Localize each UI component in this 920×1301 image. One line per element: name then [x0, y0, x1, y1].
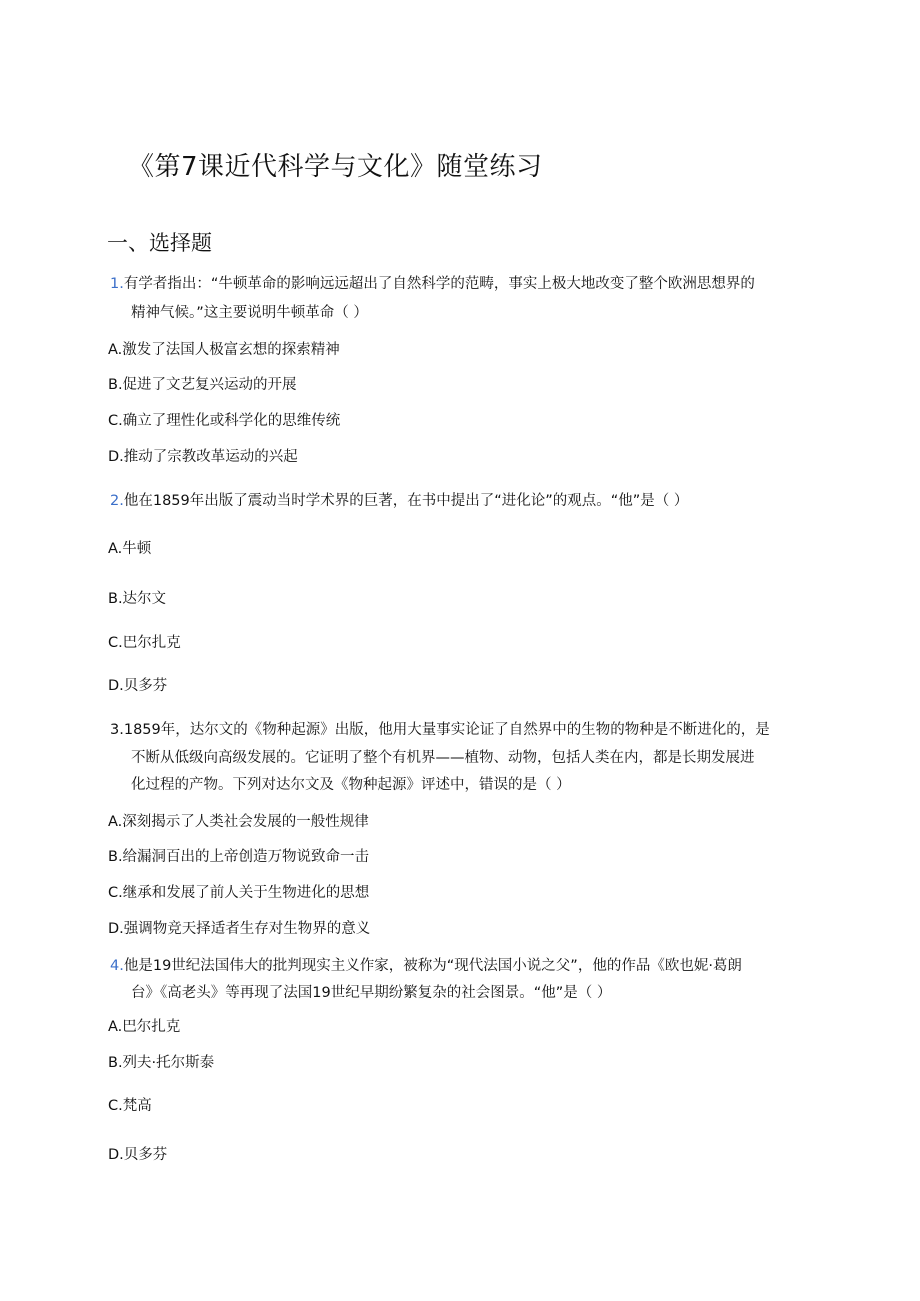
option-b: B.达尔文: [108, 591, 167, 607]
question-text: 1859年，达尔文的《物种起源》出版，他用大量事实论证了自然界中的生物的物种是不断进化的，是: [123, 722, 770, 738]
option-c: C.继承和发展了前人关于生物进化的思想: [108, 885, 370, 901]
question-number: 1.: [110, 276, 124, 292]
question-text: 有学者指出：“牛顿革命的影响远远超出了自然科学的范畴，事实上极大地改变了整个欧洲思想界的: [123, 276, 755, 292]
option-a: A.巴尔扎克: [108, 1019, 181, 1035]
option-b: B.列夫·托尔斯泰: [108, 1055, 215, 1071]
option-c: C.梵高: [108, 1098, 152, 1114]
question-text: 不断从低级向高级发展的。它证明了整个有机界——植物、动物，包括人类在内，都是长期发展进: [131, 750, 755, 766]
page-title: 《第7课近代科学与文化》随堂练习: [128, 152, 543, 182]
question-4: [110, 956, 742, 976]
question-text: 他在1859年出版了震动当时学术界的巨著，在书中提出了“进化论”的观点。“他”是（ ）: [123, 493, 689, 509]
option-c: C.确立了理性化或科学化的思维传统: [108, 413, 341, 429]
question-number: 4.: [110, 958, 124, 974]
question-1: [110, 274, 755, 294]
section-heading: 一、选择题: [107, 231, 212, 255]
question-3: [110, 720, 770, 740]
question-2: [110, 491, 688, 511]
option-a: A.牛顿: [108, 541, 152, 557]
question-text: 化过程的产物。下列对达尔文及《物种起源》评述中，错误的是（ ）: [131, 777, 571, 793]
option-b: B.促进了文艺复兴运动的开展: [108, 377, 297, 393]
option-d: D.推动了宗教改革运动的兴起: [108, 449, 298, 465]
option-d: D.贝多芬: [108, 1147, 168, 1163]
option-c: C.巴尔扎克: [108, 635, 181, 651]
question-text: 台》《高老头》等再现了法国19世纪早期纷繁复杂的社会图景。“他”是（ ）: [131, 985, 612, 1001]
question-number: 2.: [110, 493, 124, 509]
option-a: A.深刻揭示了人类社会发展的一般性规律: [108, 814, 369, 830]
option-d: D.强调物竞天择适者生存对生物界的意义: [108, 921, 371, 937]
question-text: 精神气候。”这主要说明牛顿革命（ ）: [131, 305, 368, 321]
question-text: 他是19世纪法国伟大的批判现实主义作家，被称为“现代法国小说之父”，他的作品《欧也妮·葛朗: [123, 958, 742, 974]
option-d: D.贝多芬: [108, 678, 168, 694]
option-a: A.激发了法国人极富玄想的探索精神: [108, 342, 340, 358]
option-b: B.给漏洞百出的上帝创造万物说致命一击: [108, 849, 370, 865]
question-number: 3.: [110, 722, 124, 738]
